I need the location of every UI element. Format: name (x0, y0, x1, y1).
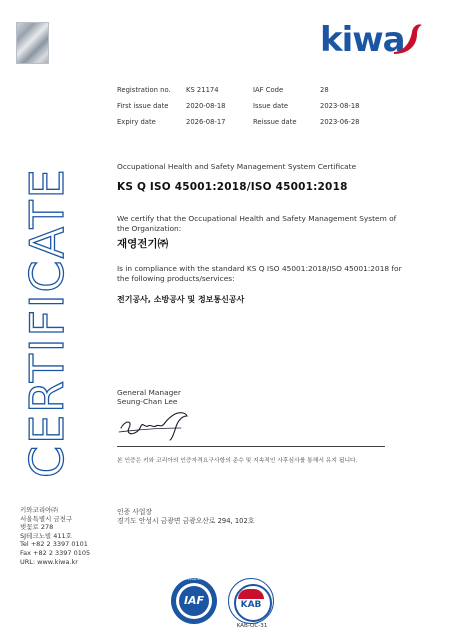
site-address: 경기도 안성시 금광면 금광오산로 294, 102호 (117, 517, 255, 525)
compliance-statement: Is in compliance with the standard KS Q ISO 45001:2018/ISO 45001:2018 for the following products/services: (117, 264, 402, 283)
info-value-registration: KS 21174 (186, 86, 219, 94)
issuer-line: 벚꽃로 278 (20, 523, 54, 532)
kiwa-logo-swoosh-icon (392, 22, 428, 56)
kab-badge (228, 578, 274, 624)
kab-badge-label: KAB (240, 600, 262, 610)
certificate-vertical-title: CERTIFICATE (20, 167, 74, 478)
info-value-issue-date: 2023-08-18 (320, 102, 360, 110)
info-label-issue-date: Issue date (253, 102, 289, 110)
validity-notice: 본 인증은 키와 코리아의 인증자격요구사항의 준수 및 지속적인 사후심사를 통해서 유지 됩니다. (117, 458, 358, 464)
signature-icon (115, 406, 193, 442)
site-heading: 인증 사업장 (117, 508, 152, 516)
iaf-badge-ring-text: MEMBER OF MULTILATERAL RECOGNITION ARRANGEMENT (171, 579, 226, 581)
issuer-address (20, 506, 90, 566)
issuer-url: URL: www.kiwa.kr (20, 557, 78, 566)
certify-statement: We certify that the Occupational Health and Safety Management System of the Organization: (117, 214, 397, 233)
signatory-name: Seung-Chan Lee (117, 397, 178, 406)
standard-title: KS Q ISO 45001:2018/ISO 45001:2018 (117, 181, 348, 193)
kab-emblem-icon (238, 589, 264, 599)
issuer-line: SJ테크노빌 411호 (20, 531, 72, 540)
issuer-name: 키와코리아㈜ (20, 506, 58, 514)
signature-line (117, 446, 385, 447)
info-value-expiry: 2026-08-17 (186, 118, 226, 126)
info-label-expiry: Expiry date (117, 118, 156, 126)
info-label-iaf-code: IAF Code (253, 86, 284, 94)
info-value-first-issue: 2020-08-18 (186, 102, 226, 110)
iaf-badge (171, 578, 226, 624)
issuer-fax: Fax +82 2 3397 0105 (20, 548, 91, 557)
organization-name: 재영전기㈜ (117, 238, 169, 250)
info-label-registration: Registration no. (117, 86, 171, 94)
issuer-line: 서울특별시 금천구 (20, 514, 73, 523)
info-label-reissue: Reissue date (253, 118, 297, 126)
info-label-first-issue: First issue date (117, 102, 169, 110)
certificate-type: Occupational Health and Safety Management System Certificate (117, 162, 357, 171)
kiwa-logo: kiwa (320, 20, 405, 60)
services-scope: 전기공사, 소방공사 및 정보통신공사 (117, 295, 245, 304)
iaf-badge-label: IAF (183, 594, 205, 607)
issuer-tel: Tel +82 2 3397 0101 (20, 540, 88, 549)
kab-code: KAB-OC-31 (236, 623, 268, 629)
signatory-title: General Manager (117, 388, 181, 397)
info-value-iaf-code: 28 (320, 86, 329, 94)
info-value-reissue: 2023-06-28 (320, 118, 360, 126)
